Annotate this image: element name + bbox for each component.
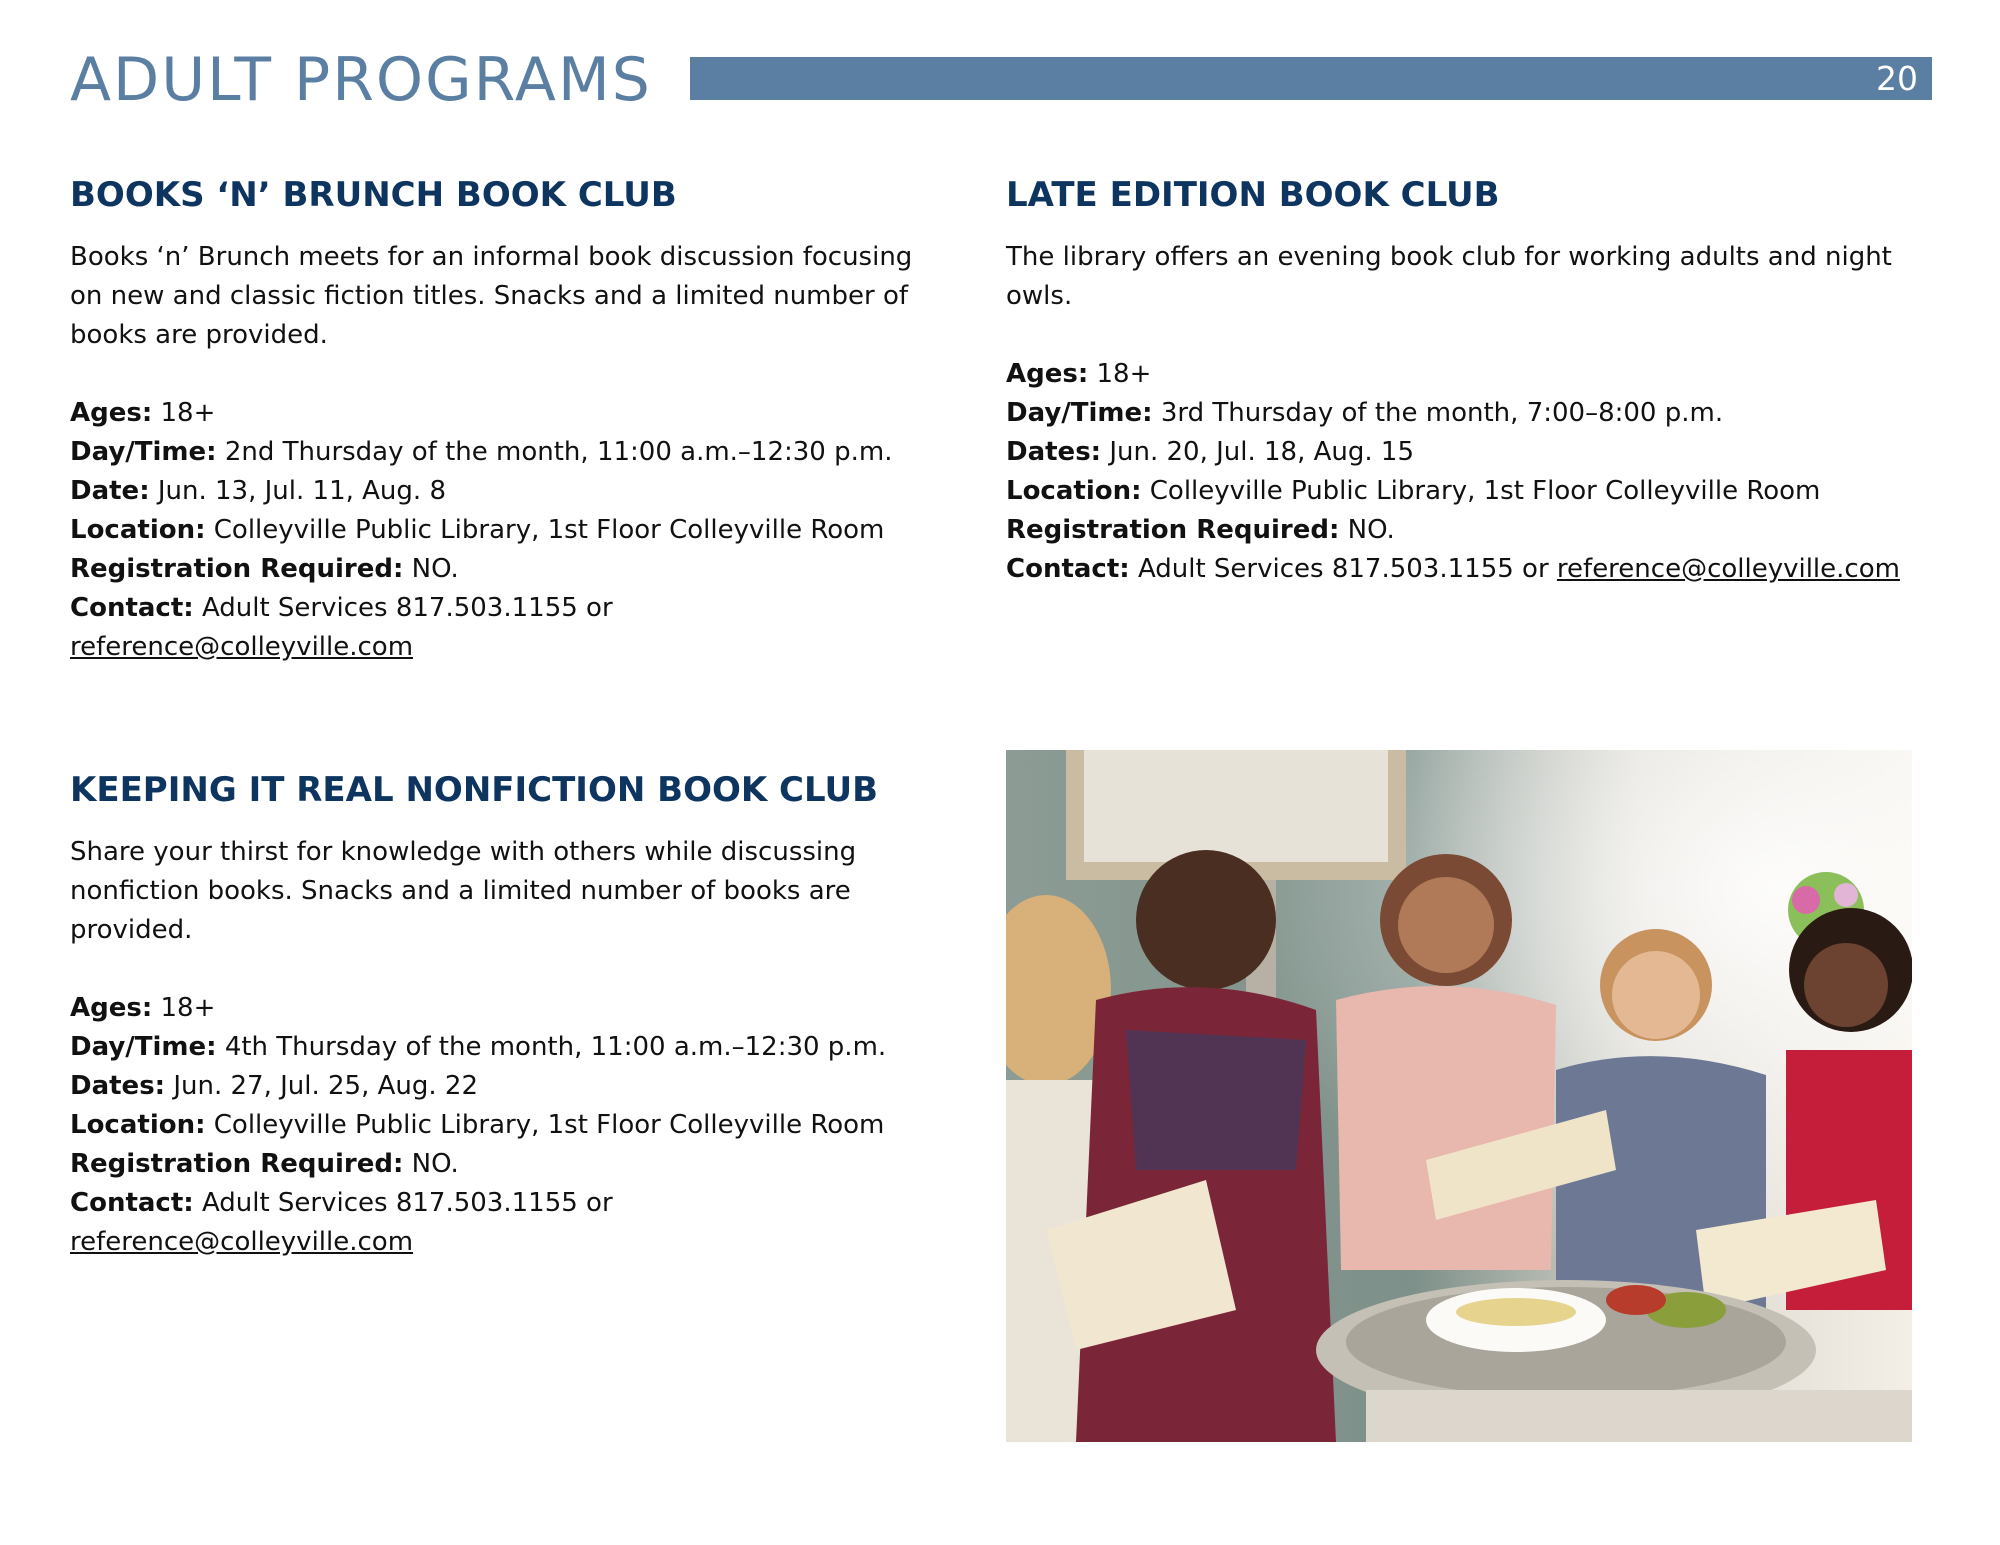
detail-contact: Contact: Adult Services 817.503.1155 or <box>70 1188 613 1218</box>
program-description: The library offers an evening book club for working adults and night owls. <box>1006 242 1892 311</box>
detail-contact: Contact: Adult Services 817.503.1155 or <box>70 593 613 623</box>
detail-registration: Registration Required: NO. <box>70 1149 459 1179</box>
detail-dates: Dates: Jun. 20, Jul. 18, Aug. 15 <box>1006 437 1414 467</box>
detail-ages: Ages: 18+ <box>70 993 216 1023</box>
contact-email-link[interactable]: reference@colleyville.com <box>1556 554 1900 584</box>
detail-location: Location: Colleyville Public Library, 1st Floor Colleyville Room <box>70 1110 885 1140</box>
detail-registration: Registration Required: NO. <box>70 554 459 584</box>
detail-location: Location: Colleyville Public Library, 1st Floor Colleyville Room <box>1006 476 1821 506</box>
program-title: KEEPING IT REAL NONFICTION BOOK CLUB <box>70 770 878 810</box>
program-title: LATE EDITION BOOK CLUB <box>1006 175 1500 215</box>
detail-contact: Contact: Adult Services 817.503.1155 or reference@colleyville.com <box>1006 554 1900 584</box>
program-title: BOOKS ‘N’ BRUNCH BOOK CLUB <box>70 175 677 215</box>
book-club-photo <box>1006 750 1912 1442</box>
header-bar <box>690 57 1932 100</box>
page-number: 20 <box>1876 59 1918 98</box>
detail-registration: Registration Required: NO. <box>1006 515 1395 545</box>
detail-day-time: Day/Time: 2nd Thursday of the month, 11:00 a.m.–12:30 p.m. <box>70 437 893 467</box>
page-title: ADULT PROGRAMS <box>70 45 652 115</box>
contact-email-link[interactable]: reference@colleyville.com <box>70 1227 414 1257</box>
program-description: Books ‘n’ Brunch meets for an informal book discussion focusing on new and classic fiction titles. Snacks and a limited number of books are provided. <box>70 242 913 350</box>
detail-dates: Date: Jun. 13, Jul. 11, Aug. 8 <box>70 476 446 506</box>
program-late-edition <box>1006 170 1926 589</box>
detail-dates: Dates: Jun. 27, Jul. 25, Aug. 22 <box>70 1071 478 1101</box>
program-books-n-brunch <box>70 170 950 667</box>
detail-ages: Ages: 18+ <box>70 398 216 428</box>
detail-location: Location: Colleyville Public Library, 1st Floor Colleyville Room <box>70 515 885 545</box>
contact-email-link[interactable]: reference@colleyville.com <box>70 632 414 662</box>
program-description: Share your thirst for knowledge with others while discussing nonfiction books. Snacks and a limited number of books are provided. <box>70 837 857 945</box>
detail-day-time: Day/Time: 3rd Thursday of the month, 7:00–8:00 p.m. <box>1006 398 1724 428</box>
detail-ages: Ages: 18+ <box>1006 359 1152 389</box>
detail-day-time: Day/Time: 4th Thursday of the month, 11:00 a.m.–12:30 p.m. <box>70 1032 887 1062</box>
program-keeping-it-real <box>70 765 950 1262</box>
